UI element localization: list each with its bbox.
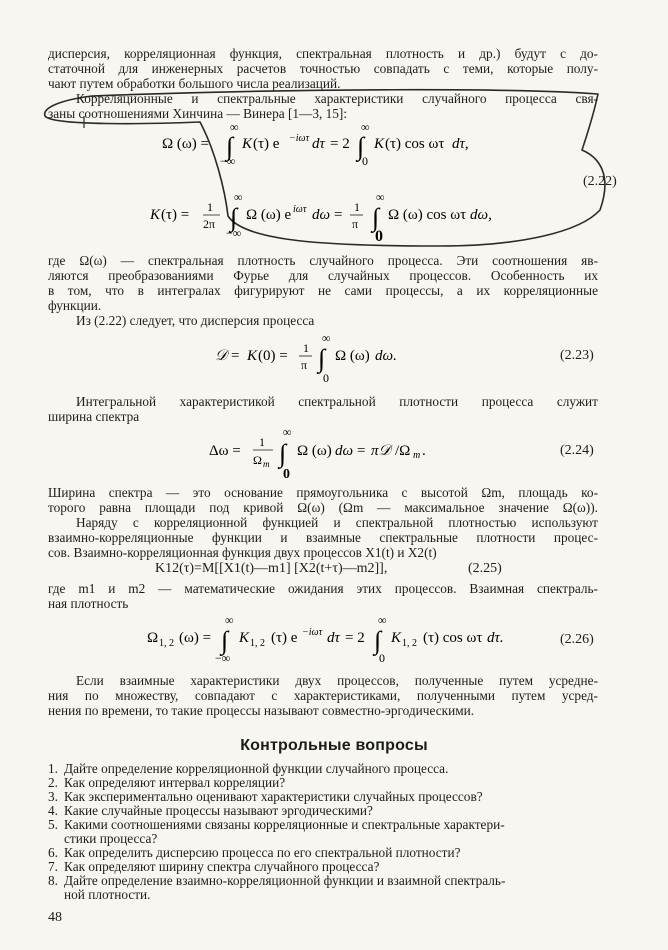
svg-text:Ω (ω): Ω (ω) <box>297 443 332 459</box>
svg-text:(τ) cos ωτ: (τ) cos ωτ <box>385 136 445 152</box>
svg-text:=: = <box>231 348 240 364</box>
svg-text:.: . <box>422 443 426 459</box>
svg-text:Ω: Ω <box>253 453 262 467</box>
svg-text:dω,: dω, <box>470 207 492 223</box>
text-line: чают путем обработки большого числа реализаций. <box>48 76 341 91</box>
text-line: Из (2.22) следует, что дисперсия процесса <box>76 313 315 328</box>
svg-text:(ω) =: (ω) = <box>179 630 212 646</box>
svg-text:∫: ∫ <box>226 132 234 161</box>
question-number: 2. <box>48 775 58 790</box>
svg-text:1, 2: 1, 2 <box>402 638 417 649</box>
svg-text:2π: 2π <box>203 217 216 231</box>
svg-text:K: K <box>239 630 250 646</box>
svg-text:iωτ: iωτ <box>293 204 307 215</box>
text-line: заны соотношениями Хинчина — Винера [1—3, 15]: <box>48 106 348 121</box>
question-text-continued: ной плотности. <box>64 887 151 902</box>
text-line: где Ω(ω) — спектральная плотность случайного процесса. Эти соотношения яв- <box>48 253 598 268</box>
text-line: функции. <box>48 298 102 313</box>
svg-text:m: m <box>413 450 421 461</box>
section-heading: Контрольные вопросы <box>240 737 428 754</box>
question-text: Как определить дисперсию процесса по его спектральной плотности? <box>64 845 461 860</box>
question-number: 3. <box>48 789 58 804</box>
svg-text:1, 2: 1, 2 <box>159 638 174 649</box>
text-line: взаимно-корреляционные функции и взаимные спектральные плотности процес- <box>48 530 598 545</box>
question-text: Как экспериментально оценивают характеристики случайных процессов? <box>64 789 483 804</box>
svg-text:π𝒟: π𝒟 <box>371 443 391 459</box>
question-number: 8. <box>48 873 58 888</box>
svg-text:(τ) =: (τ) = <box>161 207 190 223</box>
question-text: Как определяют ширину спектра случайного процесса? <box>64 859 380 874</box>
text-line: Корреляционные и спектральные характеристики случайного процесса свя- <box>76 91 598 106</box>
question-text-continued: стики процесса? <box>64 831 158 846</box>
question-number: 7. <box>48 859 58 874</box>
text-line: нения по времени, то такие процессы называют совместно-эргодическими. <box>48 703 475 718</box>
svg-text:∞: ∞ <box>230 121 239 134</box>
text-line: ния по множеству, совпадают с характеристиками, полученными путем усред- <box>48 688 598 703</box>
svg-text:∫: ∫ <box>279 439 287 468</box>
svg-text:∫: ∫ <box>357 132 365 161</box>
svg-text:1: 1 <box>354 200 360 214</box>
svg-text:=: = <box>357 443 366 459</box>
svg-text:1, 2: 1, 2 <box>250 638 265 649</box>
question-item <box>48 789 483 804</box>
question-number: 4. <box>48 803 58 818</box>
question-item <box>48 873 505 888</box>
svg-text:Ω (ω) =: Ω (ω) = <box>162 136 209 152</box>
svg-text:∫: ∫ <box>318 344 326 373</box>
question-text: Дайте определение корреляционной функции случайного процесса. <box>64 761 449 776</box>
svg-text:(τ) e: (τ) e <box>271 630 298 646</box>
text-line: дисперсия, корреляционная функция, спектральная плотность и др.) будут с до- <box>48 46 598 61</box>
equation-number: (2.25) <box>468 561 502 576</box>
svg-text:−∞: −∞ <box>220 154 236 168</box>
question-item <box>48 859 379 874</box>
svg-text:∞: ∞ <box>225 613 234 627</box>
text-line: ляются преобразованиями Фурье для случайных процессов. Особенность их <box>48 268 598 283</box>
svg-text:dω: dω <box>312 207 331 223</box>
text-line: в том, что в интегралах фигурируют не сами процессы, а их корреляционные <box>48 283 598 298</box>
svg-text:(τ) cos ωτ: (τ) cos ωτ <box>423 630 483 646</box>
svg-text:∞: ∞ <box>322 331 331 345</box>
svg-text:K: K <box>391 630 402 646</box>
equation-number: (2.22) <box>583 174 617 189</box>
equation-number: (2.26) <box>560 632 594 647</box>
question-item <box>48 845 461 860</box>
svg-text:Ω (ω): Ω (ω) <box>335 348 370 364</box>
svg-text:∞: ∞ <box>376 190 385 204</box>
question-text: Какими соотношениями связаны корреляционные и спектральные характери- <box>64 817 505 832</box>
svg-text:= 2: = 2 <box>345 630 365 646</box>
text-line: где m1 и m2 — математические ожидания этих процессов. Взаимная спектраль- <box>48 581 598 596</box>
text-line: Если взаимные характеристики двух процессов, полученные путем усредне- <box>76 673 598 688</box>
svg-text:0: 0 <box>375 228 383 245</box>
svg-text:Ω: Ω <box>147 630 159 646</box>
svg-text:=: = <box>334 207 343 223</box>
equation-number: (2.24) <box>560 443 594 458</box>
question-text: Дайте определение взаимно-корреляционной функции и взаимной спектраль- <box>64 873 506 888</box>
svg-text:∫: ∫ <box>372 203 380 232</box>
svg-text:−∞: −∞ <box>215 651 231 665</box>
svg-text:0: 0 <box>379 651 385 665</box>
svg-text:dτ: dτ <box>327 630 340 646</box>
svg-text:0: 0 <box>362 154 368 168</box>
question-number: 6. <box>48 845 58 860</box>
question-number: 1. <box>48 761 58 776</box>
page-number: 48 <box>48 910 62 925</box>
svg-text:1: 1 <box>303 341 309 355</box>
svg-text:𝒟: 𝒟 <box>215 348 227 364</box>
svg-text:K: K <box>150 207 161 223</box>
svg-text:dτ: dτ <box>312 136 325 152</box>
svg-text:π: π <box>301 358 308 372</box>
text-line: ширина спектра <box>48 409 140 424</box>
text-line: Наряду с корреляционной функцией и спектральной плотностью используют <box>76 515 598 530</box>
svg-text:∞: ∞ <box>234 190 243 204</box>
svg-text:1: 1 <box>207 200 213 214</box>
svg-text:/Ω: /Ω <box>395 443 411 459</box>
svg-text:∫: ∫ <box>230 203 238 232</box>
text-line: Интегральной характеристикой спектральной плотности процесса служит <box>76 394 598 409</box>
text-line: Ширина спектра — это основание прямоугольника с высотой Ωm, площадь ко- <box>48 485 598 500</box>
svg-text:(τ) e: (τ) e <box>253 136 280 152</box>
svg-text:Ω (ω) cos ωτ: Ω (ω) cos ωτ <box>388 207 467 223</box>
text-line: сов. Взаимно-корреляционная функция двух процессов X1(t) и X2(t) <box>48 545 437 560</box>
question-text: Какие случайные процессы называют эргодическими? <box>64 803 373 818</box>
equation-2-22-b <box>150 189 500 243</box>
svg-text:dω: dω <box>335 443 354 459</box>
svg-text:∫: ∫ <box>374 626 382 655</box>
equation-2-24 <box>209 423 439 481</box>
text-line: торого равна площади под кривой Ω(ω) (Ωm — максимальное значение Ω(ω)). <box>48 500 598 515</box>
question-item <box>48 775 285 790</box>
svg-text:−∞: −∞ <box>226 226 242 240</box>
question-number: 5. <box>48 817 58 832</box>
svg-text:dω.: dω. <box>375 348 397 364</box>
svg-text:(0) =: (0) = <box>258 348 288 364</box>
svg-text:K: K <box>374 136 385 152</box>
text-line: ная плотность <box>48 596 129 611</box>
question-item <box>48 817 598 832</box>
svg-text:−iωτ: −iωτ <box>302 627 323 638</box>
svg-text:0: 0 <box>283 467 290 482</box>
equation-2-23 <box>215 330 415 386</box>
svg-text:0: 0 <box>323 371 329 385</box>
svg-text:∞: ∞ <box>283 425 292 439</box>
svg-text:Ω (ω) e: Ω (ω) e <box>246 207 292 223</box>
svg-text:∫: ∫ <box>221 626 229 655</box>
svg-text:K: K <box>247 348 258 364</box>
question-item <box>48 803 373 818</box>
svg-text:∞: ∞ <box>361 121 370 134</box>
svg-text:dτ,: dτ, <box>452 136 469 152</box>
svg-text:−iωτ: −iωτ <box>289 133 310 144</box>
svg-text:Δω =: Δω = <box>209 443 241 459</box>
equation-2-22-a <box>162 121 482 167</box>
svg-text:π: π <box>352 217 359 231</box>
svg-text:1: 1 <box>259 435 265 449</box>
equation-2-25: K12(τ)=M[[X1(t)—m1] [X2(t+τ)—m2]], <box>155 561 388 576</box>
svg-text:= 2: = 2 <box>330 136 350 152</box>
question-text: Как определяют интервал корреляции? <box>64 775 286 790</box>
svg-text:m: m <box>263 459 270 469</box>
question-item <box>48 761 448 776</box>
equation-number: (2.23) <box>560 348 594 363</box>
equation-2-26 <box>147 612 517 668</box>
text-line: статочной для инженерных расчетов точностью совпадать с теми, которые полу- <box>48 61 598 76</box>
svg-text:∞: ∞ <box>378 613 387 627</box>
svg-text:dτ.: dτ. <box>487 630 504 646</box>
svg-text:K: K <box>242 136 253 152</box>
